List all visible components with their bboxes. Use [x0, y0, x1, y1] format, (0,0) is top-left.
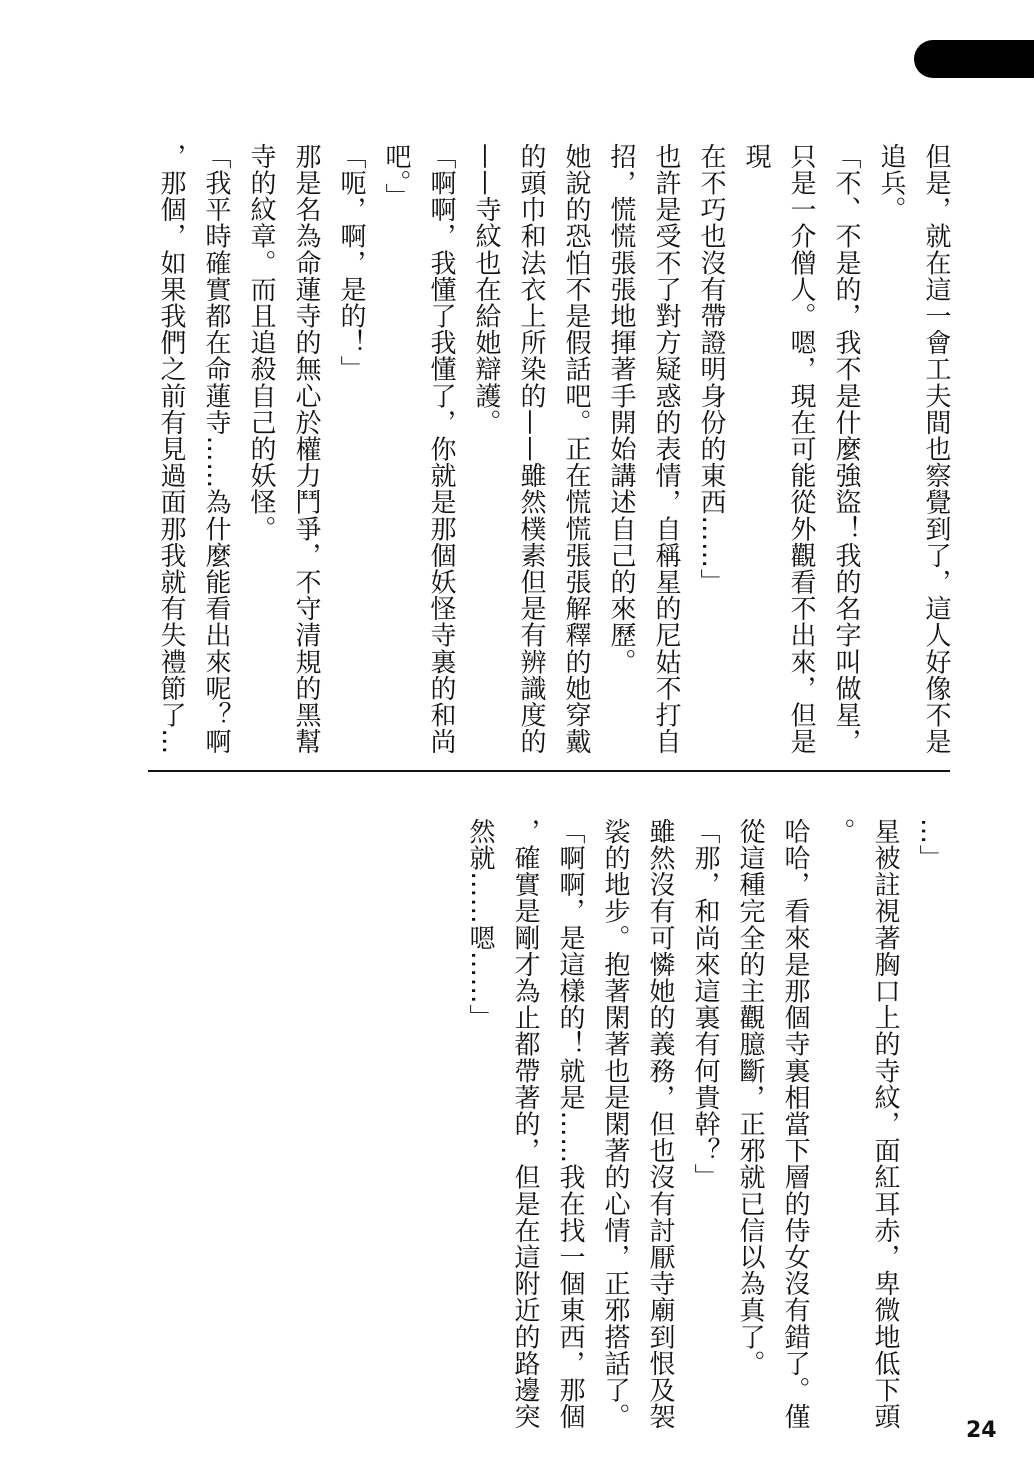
- text-column: ，確實是剛才為止都帶著的，但是在這附近的路邊突: [510, 818, 540, 1430]
- text-column: 在不巧也沒有帶證明身份的東西……」: [696, 143, 726, 596]
- text-column: 「啊啊，我懂了我懂了，你就是那個妖怪寺裏的和尚: [426, 143, 456, 755]
- text-column: 吧。」: [381, 143, 411, 210]
- text-column: 「不、不是的，我不是什麼強盜！我的名字叫做星，: [831, 143, 861, 755]
- text-column: 追兵。: [876, 143, 906, 223]
- text-column: 現: [741, 143, 771, 170]
- text-column: 「呃，啊，是的！」: [336, 143, 366, 383]
- chapter-tab-marker: [914, 40, 1034, 78]
- text-column: 招，慌慌張張地揮著手開始講述自己的來歷。: [606, 143, 636, 675]
- text-column: ，那個，如果我們之前有見過面那我就有失禮節了…: [156, 143, 186, 755]
- text-column: 也許是受不了對方疑惑的表情，自稱星的尼姑不打自: [651, 143, 681, 755]
- text-column: ——寺紋也在給她辯護。: [471, 143, 501, 436]
- text-column: 她說的恐怕不是假話吧。正在慌慌張張解釋的她穿戴: [561, 143, 591, 755]
- text-column: 。: [825, 818, 855, 845]
- text-column: 「那，和尚來這裏有何貴幹？」: [690, 818, 720, 1191]
- text-column: 「啊啊，是這樣的！就是……我在找一個東西，那個: [555, 818, 585, 1430]
- text-column: 那是名為命蓮寺的無心於權力鬥爭，不守清規的黑幫: [291, 143, 321, 755]
- text-block-top: [148, 143, 958, 755]
- text-column: 「我平時確實都在命蓮寺……為什麼能看出來呢？啊: [201, 143, 231, 755]
- text-column: 只是一介僧人。嗯，現在可能從外觀看不出來，但是: [786, 143, 816, 755]
- text-column: 星被註視著胸口上的寺紋，面紅耳赤，卑微地低下頭: [870, 818, 900, 1430]
- text-block-bottom: [457, 818, 952, 1430]
- text-column: 但是，就在這一會工夫間也察覺到了，這人好像不是: [921, 143, 951, 755]
- section-divider: [148, 770, 950, 772]
- text-column: 寺的紋章。而且追殺自己的妖怪。: [246, 143, 276, 542]
- text-column: …」: [915, 818, 945, 872]
- page-number: 24: [966, 1418, 997, 1443]
- text-column: 哈哈，看來是那個寺裏相當下層的侍女沒有錯了。僅: [780, 818, 810, 1430]
- text-column: 然就……嗯……」: [465, 818, 495, 1031]
- text-column: 從這種完全的主觀臆斷，正邪就已信以為真了。: [735, 818, 765, 1377]
- text-column: 裟的地步。抱著閑著也是閑著的心情，正邪搭話了。: [600, 818, 630, 1430]
- text-column: 雖然沒有可憐她的義務，但也沒有討厭寺廟到恨及袈: [645, 818, 675, 1430]
- text-column: 的頭巾和法衣上所染的——雖然樸素但是有辨識度的: [516, 143, 546, 755]
